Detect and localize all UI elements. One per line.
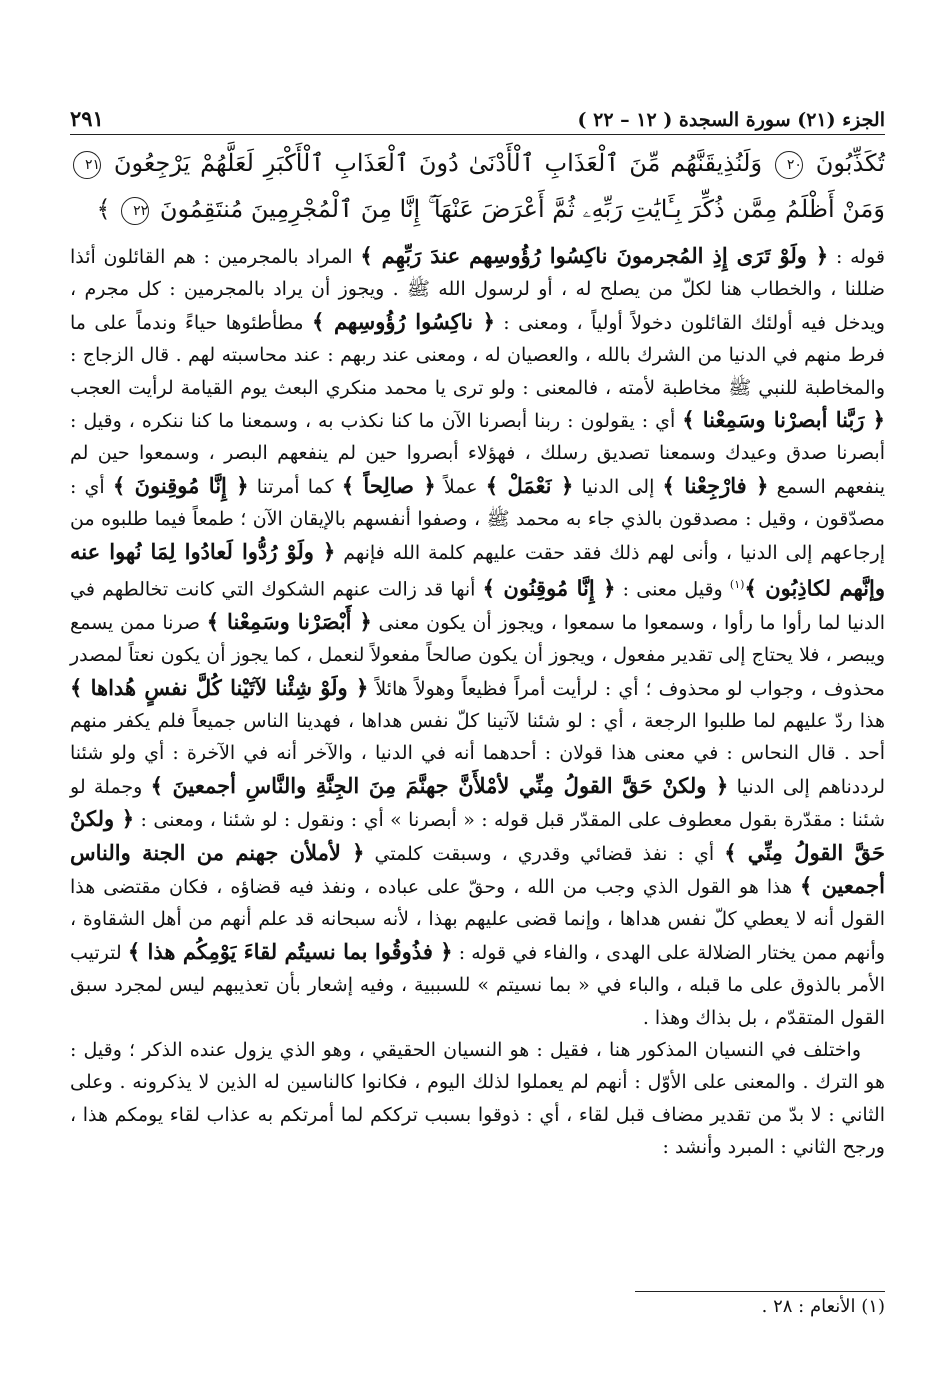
quoted-verse: ﴿ نَعْمَلْ ﴾ (485, 472, 574, 498)
quoted-verse: ﴿ ولكنْ حَقَّ القولُ مِنِّي ﴾ (70, 806, 885, 865)
quoted-verse: ﴿ فذُوقُوا بما نسيتُم لقاءَ يَوْمِكُم هذا ﴾ (127, 938, 453, 964)
commentary-text: هذا هو القول الذي وجب من الله ، وحقّ على عباده ، ونفذ فيه قضاؤه ، فكان مقتضى هذا القول أنه لا يعطي كلّ نفس هداها ، وإنما قضى عليهم بهذا ، لأنه سبحانه قد علم أنهم من أهل الشقاوة ، وأنهم ممن يختار الضلالة على الهدى ، والفاء في قوله : (70, 876, 885, 964)
quoted-verse: ﴿ أَبْصَرْنا وسَمِعْنا ﴾ (206, 608, 372, 634)
verse-number-marker: ٢١ (73, 151, 101, 179)
commentary-text: عملاً (443, 475, 478, 498)
commentary-text: صرنا ممن يسمع ويبصر ، فلا يحتاج إلى تقدير مفعول ، ويجوز أن يكون صالحاً مفعولاً لنعمل ، كما يجوز أن يكون نعتاً لمصدر محذوف ، وجواب لو محذوف ؛ أي : لرأيت أمراً فظيعاً وهولاً هائلاً (70, 611, 885, 700)
commentary-text: كما أمرتنا (256, 475, 334, 498)
footnote: (١) الأنعام : ٢٨ . (761, 1296, 885, 1317)
quoted-verse: ﴿ لأملأن جهنم من الجنة والناس أجمعين ﴾ (70, 839, 885, 899)
commentary-text: لترتيب الأمر بالذوق على ما قبله ، والباء في « بما نسيتم » للسببية ، وفيه إشعار بأن تعذيبهم ليس لمجرد سبق القول المتقدّم ، بل بذاك وهذا . (70, 941, 885, 1029)
quoted-verse: ﴿ إِنَّا مُوقِنونَ ﴾ (112, 472, 249, 498)
commentary-text: قوله : (835, 246, 885, 268)
commentary-text: وجملة لو شئنا : مقدّرة بقول معطوف على المقدّر قبل قوله : « أبصرنا » أي : ونقول : لو شئنا ، ومعنى : (70, 775, 885, 832)
commentary-body (70, 240, 885, 1164)
quoted-verse: ﴿ رَبَّنا أبصرْنا وسَمِعْنا ﴾ (682, 407, 885, 433)
quoted-verse: ﴿ ولَوْ شِئْنا لآتَيْنا كُلَّ نفسٍ هُداها ﴾ (70, 674, 369, 700)
commentary-text: المراد بالمجرمين : هم القائلون أئذا ضللنا ، والخطاب هنا لكلّ من يصلح له ، أو لرسول الله ﷺ . ويجوز أن يراد بالمجرمين : كل مجرم ، ويدخل فيه أولئك القائلون دخولاً أولياً ، ومعنى : (70, 246, 885, 334)
commentary-text: وقيل معنى : (622, 578, 723, 601)
quoted-verse: ﴿ ناكِسُوا رُؤُوسِهم ﴾ (312, 308, 495, 334)
quoted-verse: ﴿ ولكنْ حَقَّ القولُ مِنِّي لأمْلأَنَّ جهنَّمَ مِنَ الجِنَّةِ والنَّاسِ أجمعينَ ﴾ (150, 772, 729, 798)
verse-number-marker: ٢٠ (775, 151, 803, 179)
commentary-text: هذا ردّ عليهم لما طلبوا الرجعة ، أي : لو شئنا لآتينا كلّ نفس هداها ، فهدينا الناس جميعاً فلم يكفر منهم أحد . قال النحاس : في معنى هذا قولان : أحدهما أنه في الدنيا ، والآخر أنه في الآخرة : أي ولو شئنا لرددناهم إلى الدنيا (70, 710, 886, 798)
quoted-verse: ﴿ إِنَّا مُوقِنُون ﴾ (482, 575, 616, 601)
page-header (70, 102, 885, 135)
verse-text: وَلَنُذِيقَنَّهُم مِّنَ ٱلْعَذَابِ ٱلْأَدْنَىٰ دُونَ ٱلْعَذَابِ ٱلْأَكْبَرِ لَعَلَّهُمْ يَرْجِعُونَ (113, 149, 763, 177)
commentary-text: مطأطئوها حياءً وندماً على ما فرط منهم في الدنيا من الشرك بالله ، والعصيان له ، ومعنى عند ربهم : عند محاسبته لهم . قال الزجاج : والمخاطبة للنبي ﷺ مخاطبة لأمته ، فالمعنى : ولو ترى يا محمد منكري البعث يوم القيامة لرأيت العجب (70, 311, 885, 399)
commentary-paragraph: واختلف في النسيان المذكور هنا ، فقيل : هو النسيان الحقيقي ، وهو الذي يزول عنده الذكر ؛ وقيل : هو الترك . والمعنى على الأوّل : أنهم لم يعملوا لذلك اليوم ، فكانوا كالناسين له الذين لا يذكرونه . وعلى الثاني : لا بدّ من تقدير مضاف قبل لقاء ، أي : ذوقوا بسبب ترككم لما أمرتكم به عذاب لقاء يومكم هذا ، ورجح الثاني : المبرد وأنشد : (70, 1039, 885, 1159)
commentary-text: أي : مصدّقون ، وقيل : مصدقون بالذي جاء به محمد ﷺ ، وصفوا أنفسهم بالإيقان الآن ؛ طمعاً فيما طلبوه من إرجاعهم إلى الدنيا ، وأنى لهم ذلك فقد حقت عليهم كلمة الله فإنهم (70, 475, 885, 564)
commentary-text: أي : يقولون : ربنا أبصرنا الآن ما كنا نكذب به ، وسمعنا ما كنا ننكره ، وقيل : أبصرنا صدق وعيدك وسمعنا تصديق رسلك ، فهؤلاء أبصروا حين لم ينفعهم البصر ، وسمعوا حين لم ينفعهم السمع (70, 410, 886, 498)
running-title: الجزء (٢١) سورة السجدة ( ١٢ – ٢٢ ) (577, 109, 885, 131)
verse-close-bracket: ﴾ (96, 195, 111, 223)
quoted-verse: ﴿ ولَوْ رُدُّوا لَعادُوا لِمَا نُهوا عنه وإنَّهم لكاذِبُون ﴾ (70, 538, 885, 601)
commentary-text: أي : نفذ قضائي وقدري ، وسبقت كلمتي (374, 842, 715, 865)
quoted-verse: ﴿ صالِحاً ﴾ (341, 472, 436, 498)
verse-text: وَمَنْ أَظْلَمُ مِمَّن ذُكِّرَ بِـَٔايَٰتِ رَبِّهِۦ ثُمَّ أَعْرَضَ عَنْهَآ ۚ إِنَّا مِنَ ٱلْمُجْرِمِينَ مُنتَقِمُونَ (159, 195, 885, 223)
footnote-divider (635, 1291, 885, 1292)
quoted-verse: ﴿ ولَوْ تَرَى إِذِ المُجرمونَ ناكِسُوا رُؤُوسِهم عندَ رَبِّهِم ﴾ (360, 243, 829, 268)
commentary-paragraph (70, 240, 885, 1034)
verse-number-marker: ٢٢ (121, 197, 149, 225)
quran-verses (70, 140, 885, 232)
verse-text: تُكَذِّبُونَ (815, 149, 885, 177)
commentary-text: إلى الدنيا (581, 475, 655, 498)
commentary-text: أنها قد زالت عنهم الشكوك التي كانت تخالطهم في الدنيا لما رأوا ما رأوا ، وسمعوا ما سمعوا ، ويجوز أن يكون معنى (70, 578, 886, 634)
quoted-verse: ﴿ فارْجِعْنا ﴾ (662, 472, 769, 498)
page-number: ٢٩١ (70, 106, 104, 131)
footnote-reference: (١) (729, 578, 745, 592)
